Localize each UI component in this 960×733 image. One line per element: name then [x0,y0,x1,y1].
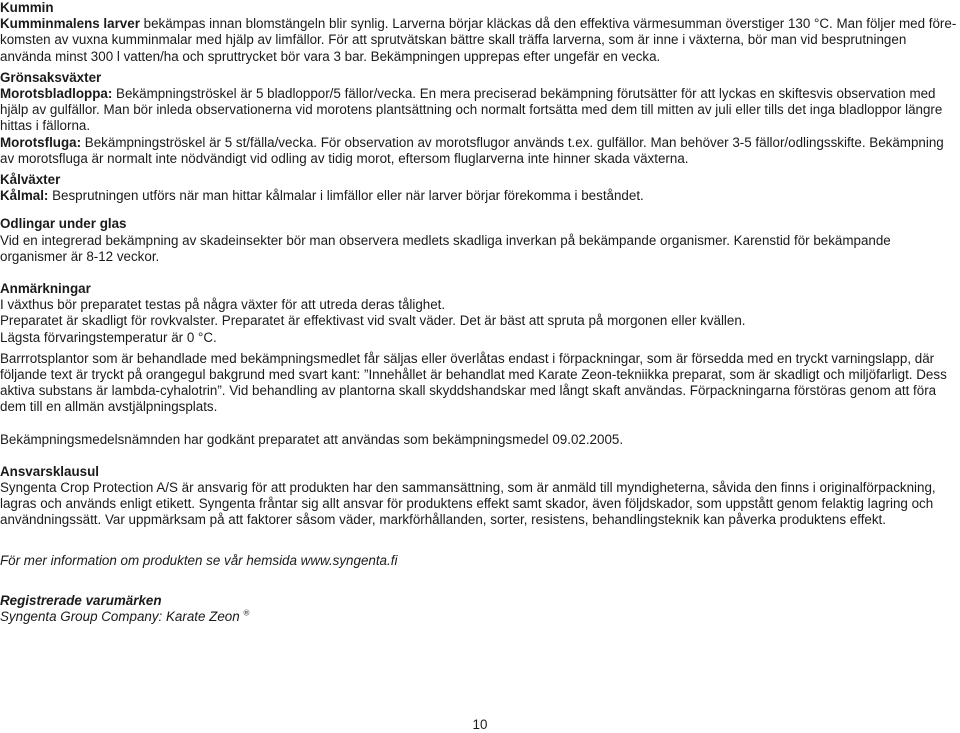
trademark-text: Syngenta Group Company: Karate Zeon [0,609,240,625]
kalmal-lead: Kålmal: [0,188,49,204]
kummin-text: bekämpas innan blomstängeln blir synlig. Larverna börjar kläckas då den effektiva värmesumman överstiger 130 °C. Man följer med före-komsten av vuxna kumminmalar med hjälp av limfällor. För att sprutvätskan bättre skall träffa larverna, som är inne i växterna, bör man vid besprutningen använda minst 300 l vatten/ha och spruttrycket bör vara 3 bar. Bekämpningen upprepas efter ungefär en vecka. [0,16,957,64]
morotsbladloppa-lead: Morotsbladloppa: [0,86,113,102]
ansvar-paragraph: Syngenta Crop Protection A/S är ansvarig för att produkten har den sammansättning, som är anmäld till myndigheterna, såvida den finns i originalförpackning, lagras och används enligt etikett. Syngenta fråntar sig allt ansvar för produktens effekt samt skador, även följdskador, som uppstått genom felaktig lagring och användningssätt. Var uppmärksam på att faktorer såsom väder, markförhållanden, sorter, resistens, behandlingsteknik kan påverka produktens effekt. [0,480,936,528]
morotsfluga-text: Bekämpningströskel är 5 st/fälla/vecka. För observation av morotsflugor används t.ex. gulfällor. Man behöver 3-5 fällor/odlingsskifte. Bekämpning av morotsfluga är normalt inte nödvändigt vid odling av tidig morot, eftersom fluglarverna inte hinner skada växterna. [0,134,944,166]
kal-heading: Kålväxter [0,172,61,188]
kummin-heading: Kummin [0,0,54,15]
anm-heading: Anmärkningar [0,281,91,297]
kummin-paragraph [0,16,958,65]
anm-line-2: Preparatet är skadligt för rovkvalster. Preparatet är effektivast vid svalt väder. Det är bäst att spruta på morgonen eller kvällen. [0,313,746,329]
kalmal-paragraph [0,188,958,204]
trademark-heading: Registrerade varumärken [0,592,162,608]
anm-line-3: Lägsta förvaringstemperatur är 0 °C. [0,329,217,345]
morotsbladloppa-paragraph [0,86,958,135]
gronsak-heading: Grönsaksväxter [0,69,102,85]
glas-heading: Odlingar under glas [0,216,127,232]
page-number: 10 [472,717,488,732]
morotsfluga-lead: Morotsfluga: [0,134,82,150]
barrot-paragraph: Barrrotsplantor som är behandlade med bekämpningsmedlet får säljas eller överlåtas endast i förpackningar, som är försedda med en tryckt varningslapp, där följande text är tryckt på orangegul bakgrund med svart kant: ”Innehållet är behandlat med Karate Zeon-tekniikka preparat, som är skadligt och miljöfarligt. Dess aktiva substans är lambda-cyhalotrin”. Vid behandling av plantorna skall skyddshandskar med långt skaft användas. Förpackningarna förstöras genom att föra dem till en allmän avstjälpningsplats. [0,350,947,415]
ansvar-heading: Ansvarsklausul [0,463,99,479]
kummin-lead: Kumminmalens larver [0,16,140,32]
registered-symbol: ® [243,608,250,618]
trademark-line [0,609,958,625]
approval-paragraph: Bekämpningsmedelsnämnden har godkänt preparatet att användas som bekämpningsmedel 09.02.2005. [0,431,624,447]
morotsfluga-paragraph [0,135,958,167]
info-line: För mer information om produkten se vår hemsida www.syngenta.fi [0,552,398,568]
kalmal-text: Besprutningen utförs när man hittar kålmalar i limfällor eller när larver börjar förekomma i beståndet. [48,188,644,204]
glas-paragraph: Vid en integrerad bekämpning av skadeinsekter bör man observera medlets skadliga inverkan på bekämpande organismer. Karenstid för bekämpande organismer är 8-12 veckor. [0,232,891,264]
anm-line-1: I växthus bör preparatet testas på några växter för att utreda deras tålighet. [0,297,446,313]
morotsbladloppa-text: Bekämpningströskel är 5 bladloppor/5 fällor/vecka. En mera preciserad bekämpning förutsätter för att lyckas en skiftesvis observation med hjälp av gulfällor. Man bör inleda observationerna vid morotens plantsättning och normalt fortsätta med dem till mitten av juli eller tills det inga bladloppor längre hittas i fällorna. [0,86,943,134]
